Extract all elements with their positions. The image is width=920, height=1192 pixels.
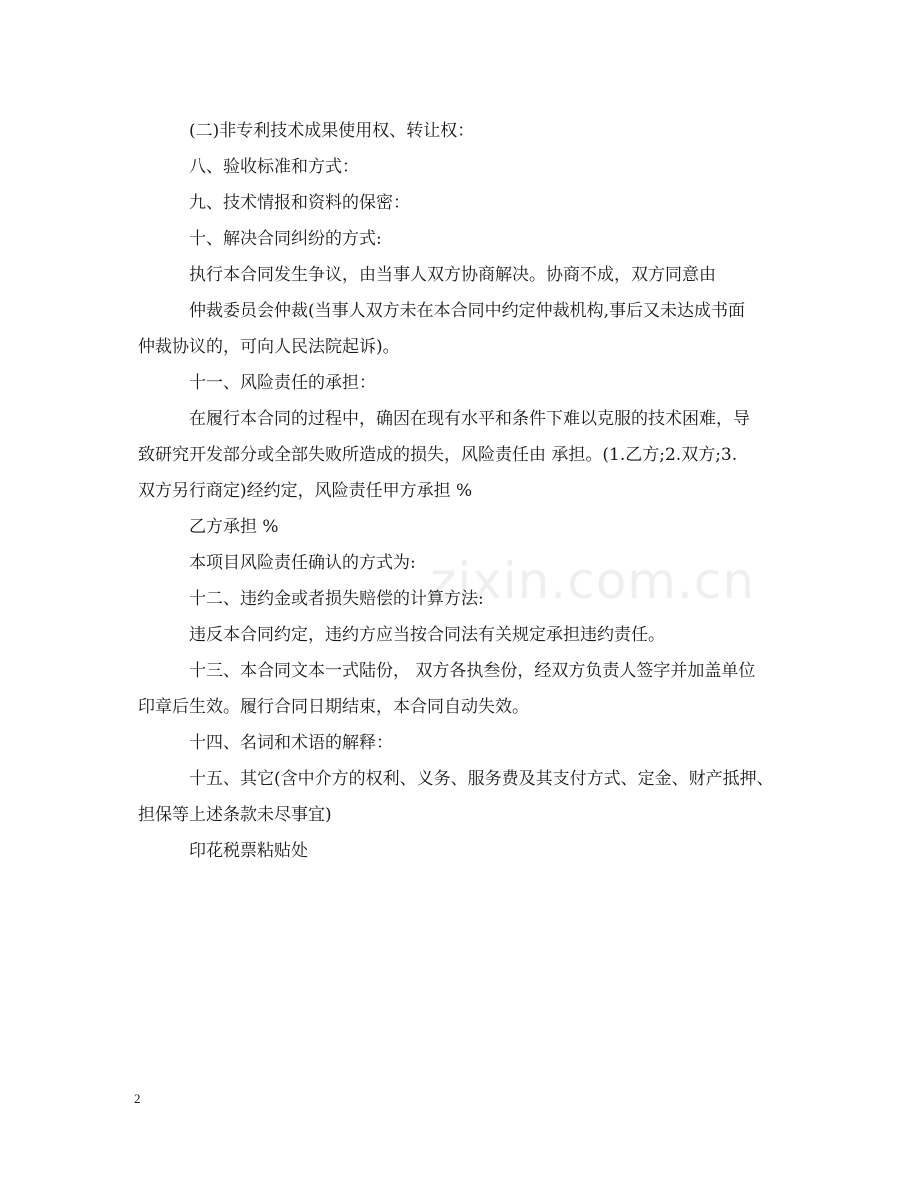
clause-15-text-line-2: 担保等上述条款未尽事宜) — [138, 805, 332, 825]
clause-12-text: 违反本合同约定，违约方应当按合同法有关规定承担违约责任。 — [189, 625, 665, 645]
clause-11-confirmation: 本项目风险责任确认的方式为: — [189, 553, 416, 573]
document-body — [138, 113, 790, 869]
clause-10-text-line-2: 仲裁委员会仲裁(当事人双方未在本合同中约定仲裁机构,事后又未达成书面 — [189, 301, 746, 321]
clause-8-heading: 八、验收标准和方式： — [189, 157, 359, 177]
clause-11-text-line-1: 在履行本合同的过程中，确因在现有水平和条件下难以克服的技术困难，导 — [189, 409, 750, 429]
clause-13-text-line-1: 十三、本合同文本一式陆份， 双方各执叁份，经双方负责人签字并加盖单位 — [189, 661, 756, 681]
clause-11-text-line-2: 致研究开发部分或全部失败所造成的损失，风险责任由 承担。(1.乙方;2.双方;3. — [138, 445, 738, 465]
page-number: 2 — [134, 1091, 141, 1106]
clause-10-heading: 十、解决合同纠纷的方式: — [189, 229, 382, 249]
clause-13-text-line-2: 印章后生效。履行合同日期结束，本合同自动失效。 — [138, 697, 529, 717]
clause-10-text-line-3: 仲裁协议的，可向人民法院起诉)。 — [138, 337, 400, 357]
clause-11-heading: 十一、风险责任的承担： — [189, 373, 376, 393]
clause-10-text-line-1: 执行本合同发生争议，由当事人双方协商解决。协商不成，双方同意由 — [189, 265, 716, 285]
watermark: zixin.com.cn — [430, 552, 756, 610]
clause-14-heading: 十四、名词和术语的解释： — [189, 733, 393, 753]
clause-15-text-line-1: 十五、其它(含中介方的权利、义务、服务费及其支付方式、定金、财产抵押、 — [189, 769, 774, 789]
clause-7-2-heading: (二)非专利技术成果使用权、转让权： — [189, 121, 475, 141]
clause-11-text-line-3: 双方另行商定)经约定，风险责任甲方承担 % — [138, 481, 473, 501]
clause-11-party-b-share: 乙方承担 % — [189, 517, 279, 537]
clause-12-heading: 十二、违约金或者损失赔偿的计算方法: — [189, 589, 484, 609]
stamp-duty-placeholder: 印花税票粘贴处 — [189, 841, 308, 861]
clause-9-heading: 九、技术情报和资料的保密： — [189, 193, 410, 213]
